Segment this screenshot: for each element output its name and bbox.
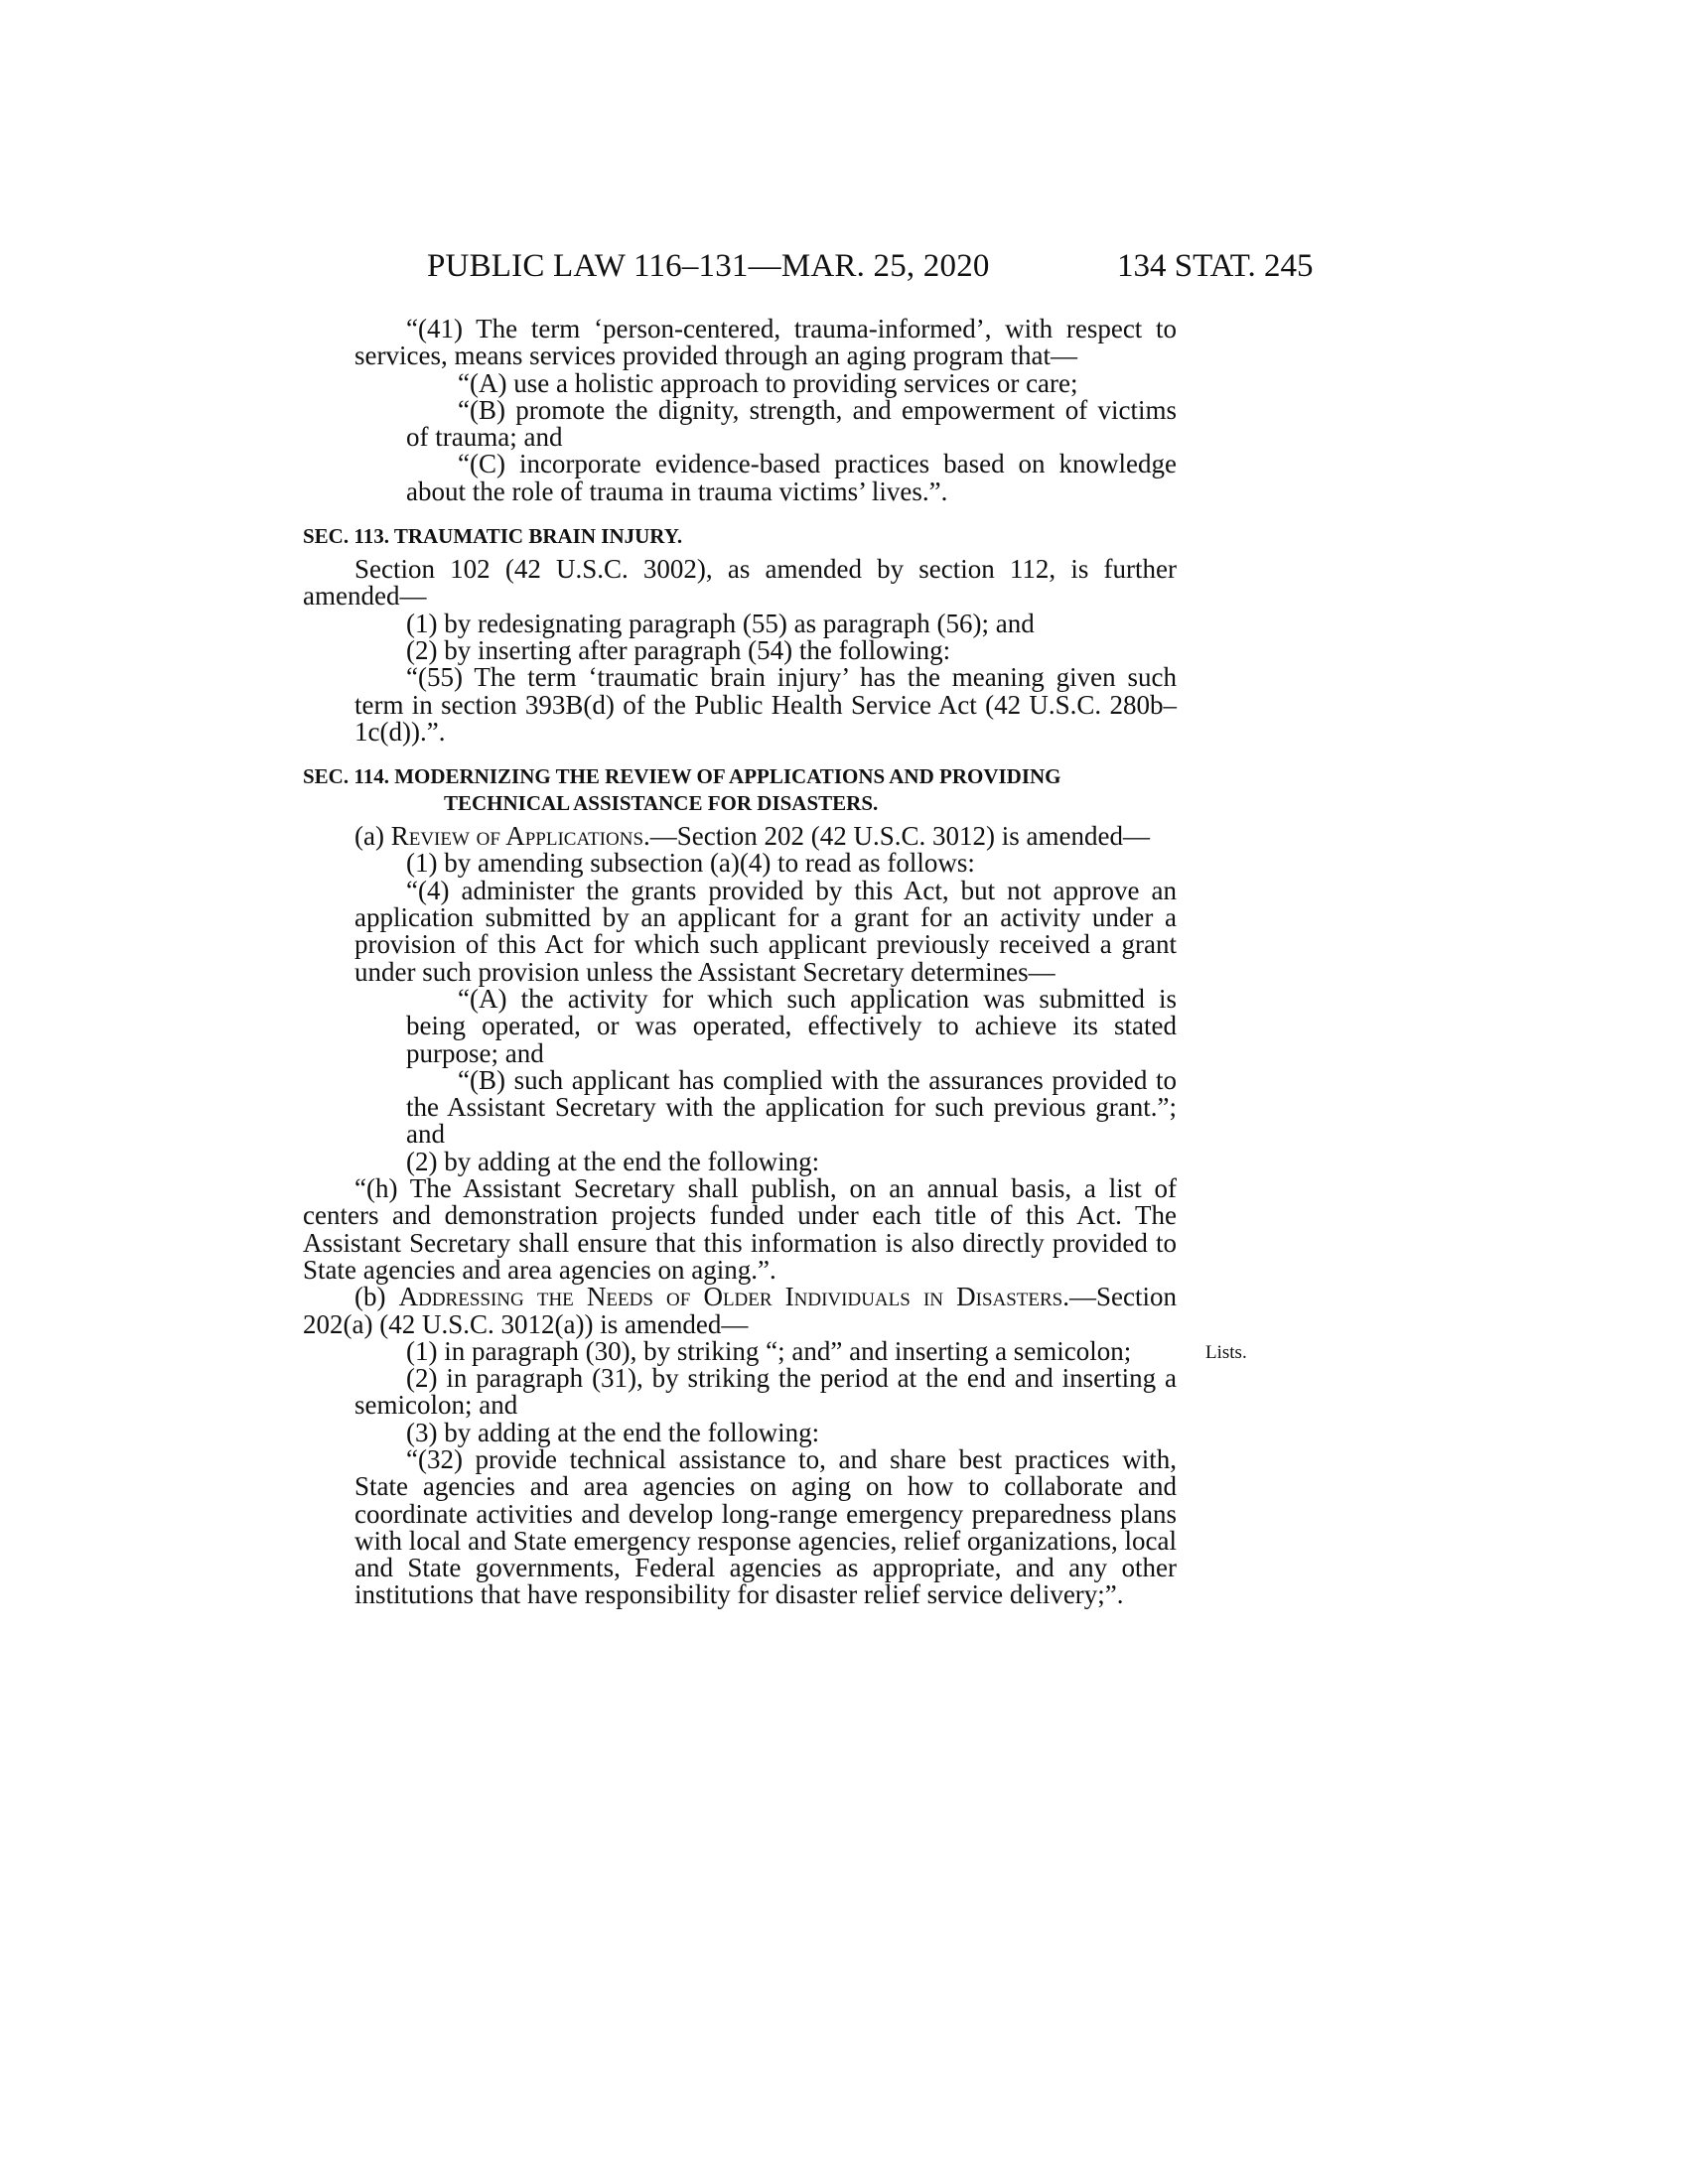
section-113-item-1: (1) by redesignating paragraph (55) as paragraph (56); and: [406, 608, 1035, 638]
section-113-heading: SEC. 113. TRAUMATIC BRAIN INJURY.: [303, 524, 683, 549]
subsection-b-item-3: (3) by adding at the end the following:: [406, 1417, 820, 1447]
subsection-a-label: (a): [354, 821, 391, 852]
subsection-a-item-2: (2) by adding at the end the following:: [406, 1146, 820, 1176]
subsection-a-item-1: (1) by amending subsection (a)(4) to read as follows:: [406, 848, 975, 879]
margin-note: Lists.: [1205, 1342, 1247, 1363]
section-113-item-2: (2) by inserting after paragraph (54) the following:: [406, 634, 951, 665]
paragraph-41: “(41) The term ‘person-centered, trauma-informed’, with respect to services, means services provided through an aging program that—: [354, 314, 1177, 371]
subsection-b-paragraph-32: “(32) provide technical assistance to, and share best practices with, State agencies and area agencies on aging on how to collaborate and coordinate activities and develop long-range emergency preparedness plans with local and State emergency response agencies, relief organizations, local and State governments, Federal agencies as appropriate, and any other institutions that have responsibility for disaster relief service delivery;”.: [354, 1443, 1177, 1610]
paragraph-41-b: “(B) promote the dignity, strength, and empowerment of victims of trauma; and: [406, 394, 1177, 453]
subsection-a-caption: Review of Applications: [390, 821, 644, 852]
subsection-b-label: (b): [354, 1282, 399, 1312]
paragraph-41-a: “(A) use a holistic approach to providing services or care;: [458, 367, 1078, 398]
section-114-heading: SEC. 114. MODERNIZING THE REVIEW OF APPLICATIONS AND PROVIDING TECHNICAL ASSISTANCE FOR DISASTERS.: [303, 764, 1061, 816]
subsection-b-caption: Addressing the Needs of Older Individuals in Disasters: [398, 1282, 1063, 1312]
statute-page-number: 134 STAT. 245: [1117, 248, 1314, 284]
subsection-b-item-2: (2) in paragraph (31), by striking the period at the end and inserting a semicolon; and: [354, 1363, 1177, 1421]
subsection-h: “(h) The Assistant Secretary shall publish, on an annual basis, a list of centers and demonstration projects funded under each title of this Act. The Assistant Secretary shall ensure that this information is also directly provided to State agencies and area agencies on aging.”.: [303, 1173, 1177, 1285]
section-113-intro: Section 102 (42 U.S.C. 3002), as amended by section 112, is further amended—: [303, 554, 1177, 612]
subsection-a-paragraph-4-b: “(B) such applicant has complied with the assurances provided to the Assistant Secretary with the application for such previous grant.”; and: [406, 1064, 1177, 1150]
running-head-title: PUBLIC LAW 116–131—MAR. 25, 2020: [427, 248, 990, 284]
subsection-a: [303, 823, 1177, 850]
subsection-a-paragraph-4-a: “(A) the activity for which such application was submitted is being operated, or was operated, effectively to achieve its stated purpose; and: [406, 983, 1177, 1068]
subsection-b: [303, 1284, 1177, 1338]
page-header: [0, 248, 1688, 288]
paragraph-41-c: “(C) incorporate evidence-based practices based on knowledge about the role of trauma in trauma victims’ lives.”.: [406, 449, 1177, 506]
subsection-b-text: .—Section 202(a) (42 U.S.C. 3012(a)) is amended—: [303, 1282, 1177, 1339]
subsection-a-paragraph-4: “(4) administer the grants provided by this Act, but not approve an application submitted by an applicant for a grant for an activity under a provision of this Act for which such applicant previously received a grant under such provision unless the Assistant Secretary determines—: [354, 875, 1177, 987]
subsection-a-text: .—Section 202 (42 U.S.C. 3012) is amended—: [643, 821, 1150, 852]
document-body: [303, 316, 1177, 1609]
section-113-paragraph-55: “(55) The term ‘traumatic brain injury’ has the meaning given such term in section 393B(d) of the Public Health Service Act (42 U.S.C. 280b–1c(d)).”.: [354, 662, 1177, 747]
subsection-b-item-1: (1) in paragraph (30), by striking “; and” and inserting a semicolon;: [406, 1335, 1132, 1366]
